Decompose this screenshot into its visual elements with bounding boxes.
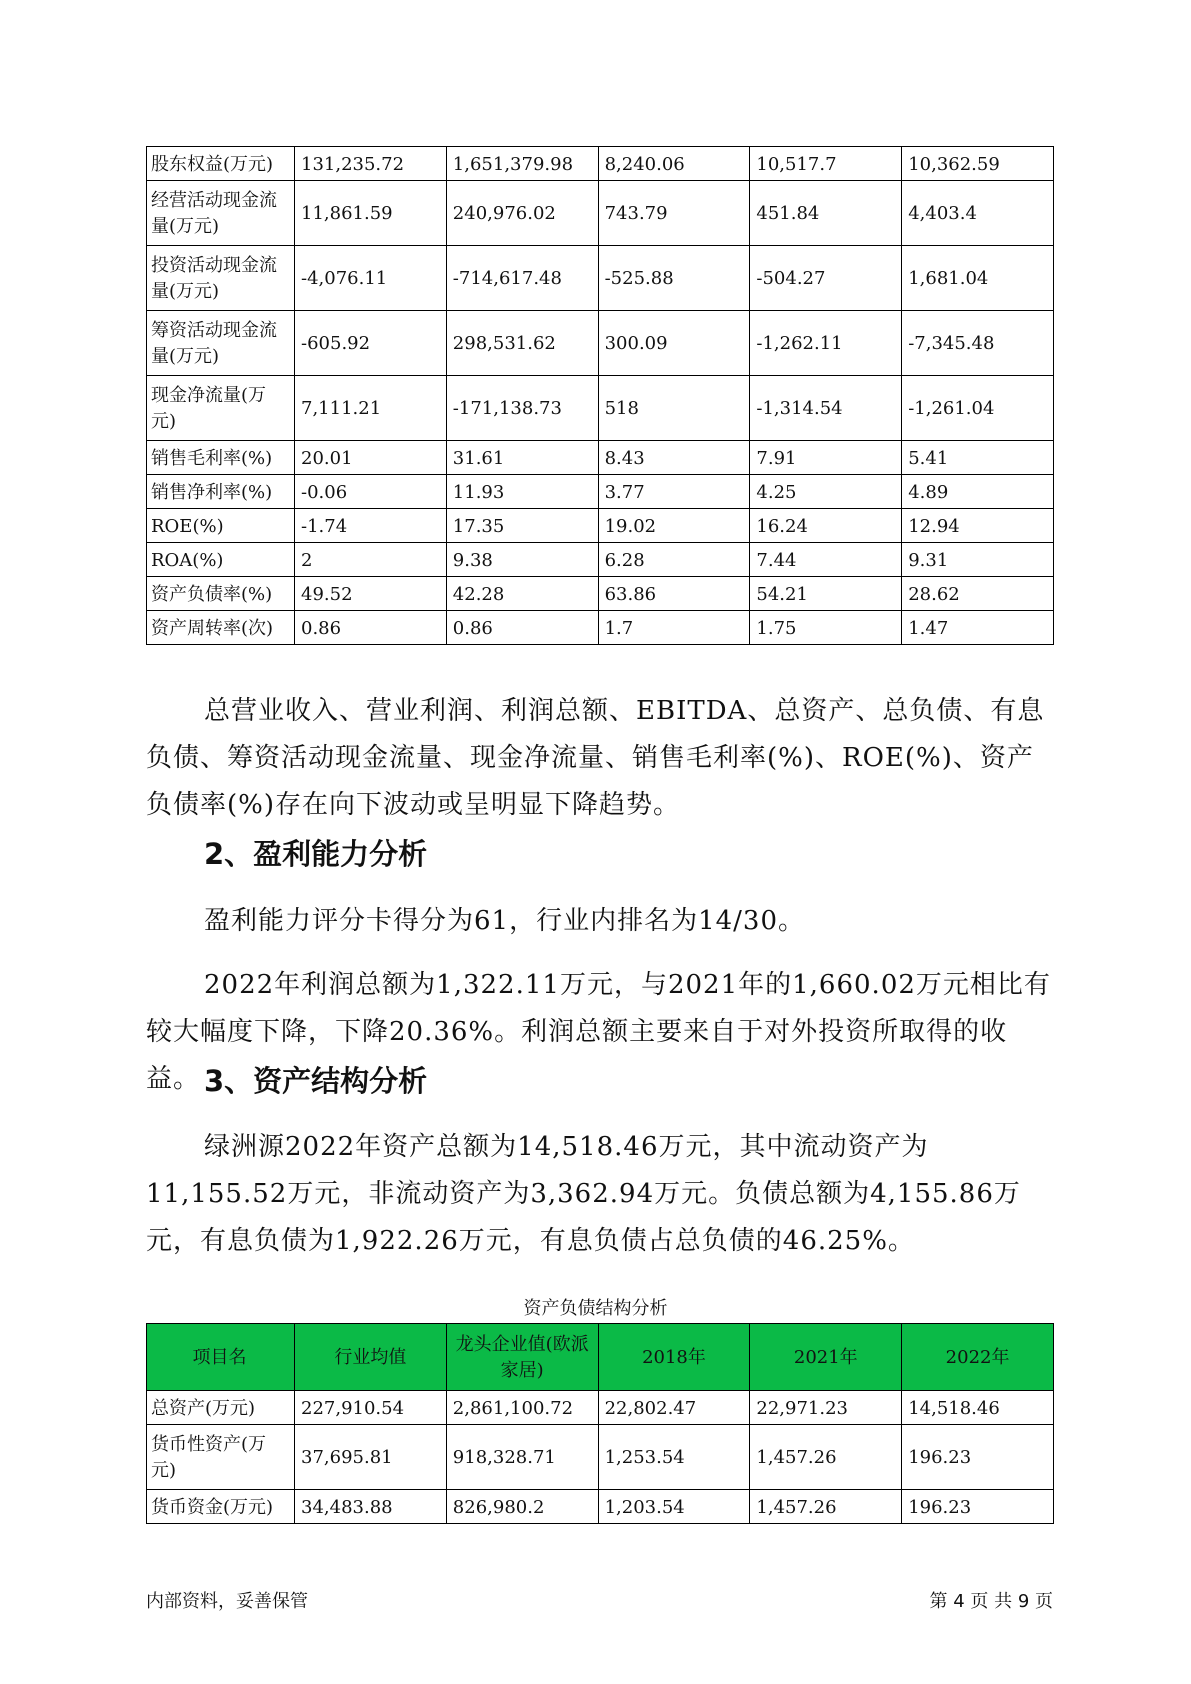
- cell: 34,483.88: [295, 1490, 447, 1524]
- row-label: 经营活动现金流量(万元): [147, 181, 295, 246]
- row-label: 股东权益(万元): [147, 147, 295, 181]
- row-label: 筹资活动现金流量(万元): [147, 311, 295, 376]
- cell: 28.62: [902, 577, 1054, 611]
- table-caption: 资产负债结构分析: [523, 1298, 668, 1319]
- table-row: [147, 577, 1054, 611]
- cell: 20.01: [295, 441, 447, 475]
- cell: -0.06: [295, 475, 447, 509]
- cell: 7.44: [750, 543, 902, 577]
- trend-summary-paragraph: 总营业收入、营业利润、利润总额、EBITDA、总资产、总负债、有息负债、筹资活动现金流量、现金净流量、销售毛利率(%)、ROE(%)、资产负债率(%)存在向下波动或呈明显下降趋势。: [146, 696, 1045, 820]
- row-label: ROE(%): [147, 509, 295, 543]
- cell: -171,138.73: [446, 376, 598, 441]
- table-header-row: [147, 1324, 1054, 1391]
- cell: -1,314.54: [750, 376, 902, 441]
- cell: 9.31: [902, 543, 1054, 577]
- cell: 1,457.26: [750, 1490, 902, 1524]
- cell: -605.92: [295, 311, 447, 376]
- cell: -7,345.48: [902, 311, 1054, 376]
- cell: 5.41: [902, 441, 1054, 475]
- cell: -1.74: [295, 509, 447, 543]
- row-label: 货币资金(万元): [147, 1490, 295, 1524]
- table-row: [147, 147, 1054, 181]
- section-heading-profitability: 2、盈利能力分析: [204, 837, 428, 871]
- table-row: [147, 376, 1054, 441]
- cell: 22,971.23: [750, 1391, 902, 1425]
- cell: 1,651,379.98: [446, 147, 598, 181]
- cell: 1.47: [902, 611, 1054, 645]
- cell: 4.89: [902, 475, 1054, 509]
- cell: -1,261.04: [902, 376, 1054, 441]
- cell: 826,980.2: [446, 1490, 598, 1524]
- column-header: 2018年: [598, 1324, 750, 1391]
- table-row: [147, 311, 1054, 376]
- column-header: 龙头企业值(欧派家居): [446, 1324, 598, 1391]
- cell: 12.94: [902, 509, 1054, 543]
- row-label: 销售毛利率(%): [147, 441, 295, 475]
- table-row: [147, 1425, 1054, 1490]
- column-header: 2021年: [750, 1324, 902, 1391]
- cell: 16.24: [750, 509, 902, 543]
- cell: 54.21: [750, 577, 902, 611]
- cell: 7,111.21: [295, 376, 447, 441]
- table-row: [147, 441, 1054, 475]
- table-row: [147, 1490, 1054, 1524]
- cell: 63.86: [598, 577, 750, 611]
- table-row: [147, 509, 1054, 543]
- cell: 298,531.62: [446, 311, 598, 376]
- asset-liability-structure-table: [146, 1323, 1054, 1524]
- row-label: 资产负债率(%): [147, 577, 295, 611]
- cell: 17.35: [446, 509, 598, 543]
- section-heading-asset-structure: 3、资产结构分析: [204, 1064, 428, 1098]
- page-number: 第 4 页 共 9 页: [929, 1591, 1053, 1612]
- table-row: [147, 246, 1054, 311]
- cell: 42.28: [446, 577, 598, 611]
- cell: 9.38: [446, 543, 598, 577]
- row-label: 销售净利率(%): [147, 475, 295, 509]
- column-header: 行业均值: [295, 1324, 447, 1391]
- cell: 743.79: [598, 181, 750, 246]
- cell: 19.02: [598, 509, 750, 543]
- cell: 4.25: [750, 475, 902, 509]
- cell: 1.7: [598, 611, 750, 645]
- profitability-score-paragraph: 盈利能力评分卡得分为61，行业内排名为14/30。: [204, 906, 806, 936]
- asset-structure-paragraph: 绿洲源2022年资产总额为14,518.46万元，其中流动资产为11,155.52万元，非流动资产为3,362.94万元。负债总额为4,155.86万元，有息负债为1,922.26万元，有息负债占总负债的46.25%。: [146, 1132, 1021, 1256]
- row-label: 投资活动现金流量(万元): [147, 246, 295, 311]
- cell: 22,802.47: [598, 1391, 750, 1425]
- cell: 37,695.81: [295, 1425, 447, 1490]
- table-row: [147, 611, 1054, 645]
- cell: 7.91: [750, 441, 902, 475]
- cell: 11,861.59: [295, 181, 447, 246]
- cell: 8.43: [598, 441, 750, 475]
- cell: 49.52: [295, 577, 447, 611]
- cell: -504.27: [750, 246, 902, 311]
- cell: 10,517.7: [750, 147, 902, 181]
- table-row: [147, 475, 1054, 509]
- cell: 227,910.54: [295, 1391, 447, 1425]
- row-label: 资产周转率(次): [147, 611, 295, 645]
- table-row: [147, 1391, 1054, 1425]
- confidential-footer: 内部资料，妥善保管: [146, 1591, 308, 1612]
- column-header: 2022年: [902, 1324, 1054, 1391]
- profit-total-paragraph: 2022年利润总额为1,322.11万元，与2021年的1,660.02万元相比有较大幅度下降，下降20.36%。利润总额主要来自于对外投资所取得的收益。: [146, 970, 1051, 1094]
- cell: 1.75: [750, 611, 902, 645]
- cell: 518: [598, 376, 750, 441]
- cell: 10,362.59: [902, 147, 1054, 181]
- row-label: 总资产(万元): [147, 1391, 295, 1425]
- cell: 196.23: [902, 1425, 1054, 1490]
- cell: 1,203.54: [598, 1490, 750, 1524]
- cell: 6.28: [598, 543, 750, 577]
- cell: 918,328.71: [446, 1425, 598, 1490]
- cell: -525.88: [598, 246, 750, 311]
- cell: -4,076.11: [295, 246, 447, 311]
- cell: 196.23: [902, 1490, 1054, 1524]
- financial-indicators-table: [146, 146, 1054, 645]
- cell: 240,976.02: [446, 181, 598, 246]
- cell: 11.93: [446, 475, 598, 509]
- cell: -1,262.11: [750, 311, 902, 376]
- row-label: 货币性资产(万元): [147, 1425, 295, 1490]
- cell: 31.61: [446, 441, 598, 475]
- cell: 131,235.72: [295, 147, 447, 181]
- cell: 1,253.54: [598, 1425, 750, 1490]
- table-row: [147, 543, 1054, 577]
- cell: 0.86: [295, 611, 447, 645]
- cell: 3.77: [598, 475, 750, 509]
- table-row: [147, 181, 1054, 246]
- cell: 4,403.4: [902, 181, 1054, 246]
- cell: 1,681.04: [902, 246, 1054, 311]
- cell: 14,518.46: [902, 1391, 1054, 1425]
- cell: 300.09: [598, 311, 750, 376]
- cell: 1,457.26: [750, 1425, 902, 1490]
- cell: 2: [295, 543, 447, 577]
- row-label: 现金净流量(万元): [147, 376, 295, 441]
- cell: 0.86: [446, 611, 598, 645]
- cell: -714,617.48: [446, 246, 598, 311]
- cell: 451.84: [750, 181, 902, 246]
- cell: 8,240.06: [598, 147, 750, 181]
- cell: 2,861,100.72: [446, 1391, 598, 1425]
- column-header: 项目名: [147, 1324, 295, 1391]
- row-label: ROA(%): [147, 543, 295, 577]
